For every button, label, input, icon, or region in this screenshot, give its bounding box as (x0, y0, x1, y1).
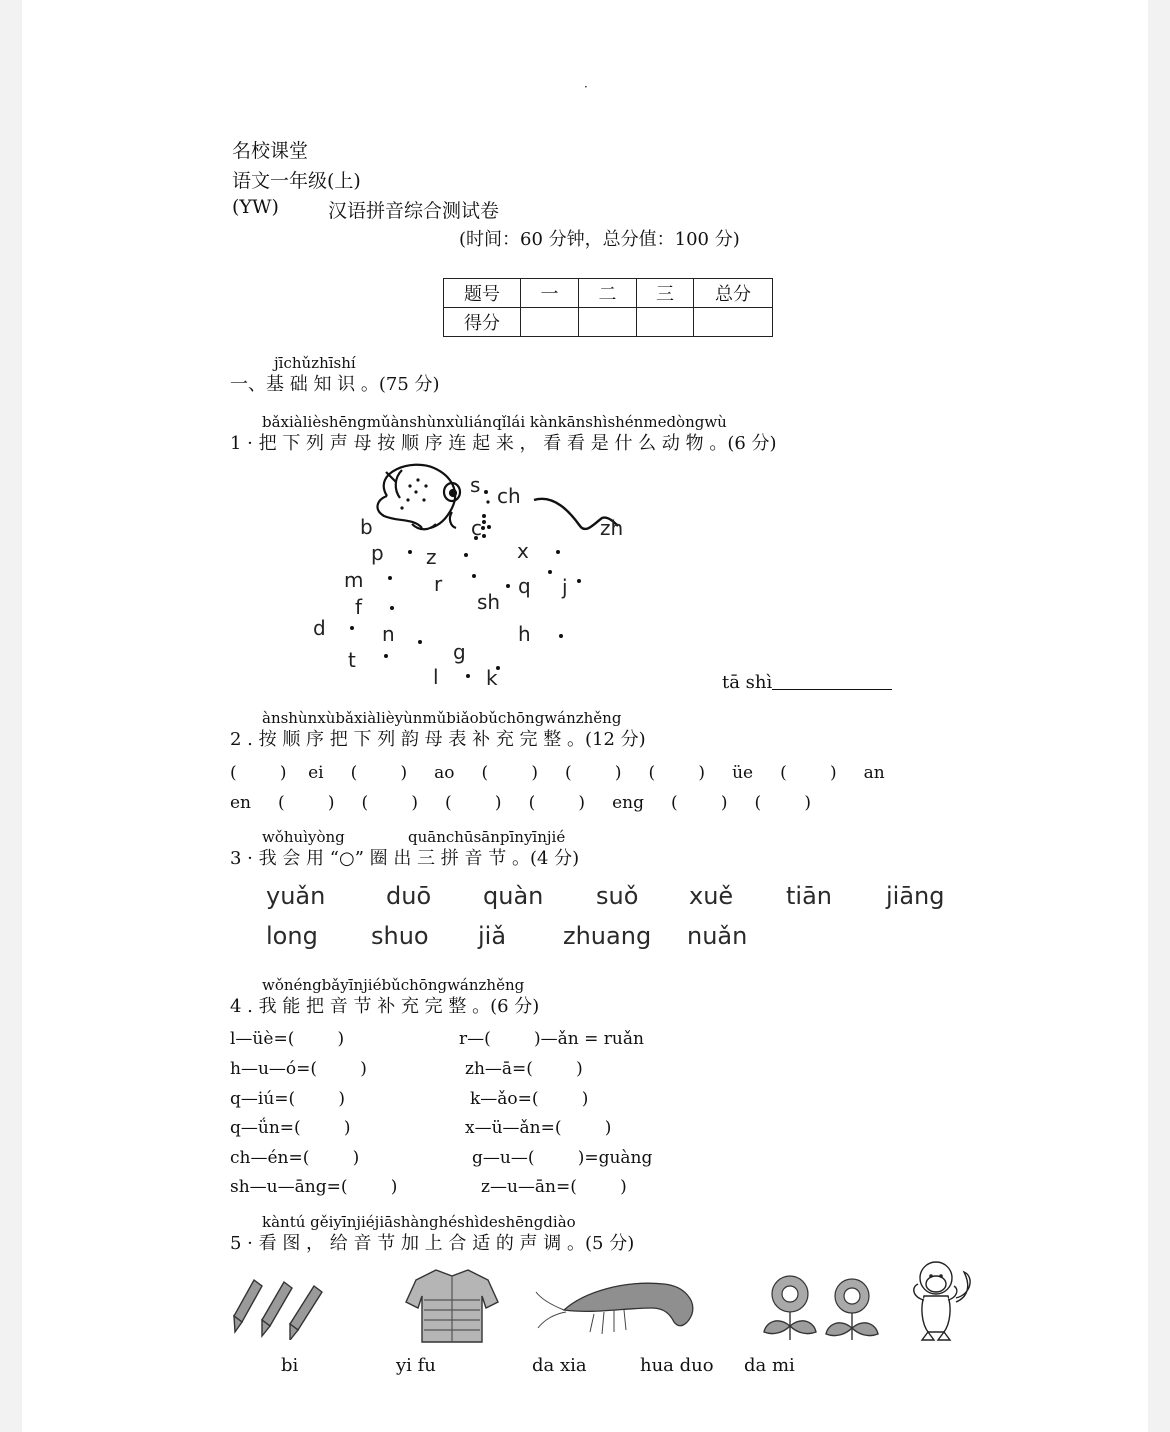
q2-pinyin: ànshùnxùbǎxiàlièyùnmǔbiǎobǔchōngwánzhěng (262, 709, 622, 727)
q3-pinyin-a: wǒhuìyòng (262, 828, 345, 846)
shrimp-icon (534, 1270, 704, 1340)
syllable-option[interactable]: tiān (786, 882, 832, 910)
syllable-option[interactable]: zhuang (563, 922, 652, 950)
q5-text: 5 · 看 图 ， 给 音 节 加 上 合 适 的 声 调 。(5 分) (230, 1233, 635, 1254)
elephant-head-icon (378, 465, 460, 530)
q2-line2[interactable]: en ( ) ( ) ( ) ( ) eng ( ) ( ) (230, 793, 812, 813)
q1-pinyin: bǎxiàlièshēngmǔànshùnxùliánqǐlái kànkānshìshénmedòngwù (262, 413, 727, 431)
table-cell: 总分 (694, 279, 773, 308)
q4-item[interactable]: l—üè=( ) (230, 1029, 345, 1049)
flowers-icon (760, 1270, 884, 1342)
pencils-icon (232, 1276, 336, 1340)
score-table-header-row (444, 279, 773, 308)
syllable-option[interactable]: suǒ (596, 882, 639, 910)
q4-text: 4 . 我 能 把 音 节 补 充 完 整 。(6 分) (230, 996, 540, 1017)
syllable-option[interactable]: jiǎ (478, 922, 507, 950)
monkey-icon (906, 1258, 976, 1342)
letter-c: c (471, 516, 482, 540)
letter-g: g (453, 640, 466, 664)
q4-item[interactable]: g—u—( )=guàng (472, 1148, 653, 1168)
table-cell: 三 (637, 279, 694, 308)
letter-f: f (355, 595, 363, 619)
q5-label: da xia (532, 1355, 587, 1376)
q4-item[interactable]: sh—u—āng=( ) (230, 1177, 398, 1197)
subject-title: 语文一年级(上) (232, 170, 361, 192)
school-name: 名校课堂 (232, 140, 309, 162)
q4-item[interactable]: ch—én=( ) (230, 1148, 360, 1168)
q3-text: 3 · 我 会 用 “○” 圈 出 三 拼 音 节 。(4 分) (230, 848, 580, 869)
table-cell[interactable] (521, 308, 579, 337)
letter-q: q (518, 574, 531, 598)
test-title: 汉语拼音综合测试卷 (328, 200, 500, 222)
q4-item[interactable]: q—iú=( ) (230, 1089, 346, 1109)
table-cell: 一 (521, 279, 579, 308)
score-table (443, 278, 773, 337)
table-cell: 题号 (444, 279, 521, 308)
table-cell[interactable] (637, 308, 694, 337)
q4-item[interactable]: z—u—ān=( ) (481, 1177, 627, 1197)
q1-answer (722, 671, 892, 693)
letter-b: b (360, 515, 373, 539)
letter-t: t (348, 648, 356, 672)
q5-label: bi (281, 1355, 299, 1376)
syllable-option[interactable]: yuǎn (266, 882, 326, 910)
q4-item[interactable]: zh—ā=( ) (465, 1059, 583, 1079)
score-table-score-row (444, 308, 773, 337)
letter-ch: ch (497, 484, 521, 508)
letter-j: j (562, 575, 568, 599)
q2-line1[interactable]: ( ) ei ( ) ao ( ) ( ) ( ) üe ( ) an (230, 763, 885, 783)
letter-l: l (433, 665, 439, 689)
top-dot: · (584, 80, 588, 94)
table-cell: 二 (579, 279, 637, 308)
elephant-texture-icon (400, 478, 427, 509)
time-info: (时间：60 分钟，总分值：100 分) (459, 229, 740, 250)
syllable-option[interactable]: jiāng (886, 882, 945, 910)
q4-item[interactable]: k—ǎo=( ) (470, 1089, 589, 1109)
letter-p: p (371, 541, 384, 565)
q5-pinyin: kàntú gěiyīnjiéjiāshànghéshìdeshēngdiào (262, 1213, 576, 1231)
q4-pinyin: wǒnéngbǎyīnjiébǔchōngwánzhěng (262, 976, 525, 994)
letter-k: k (486, 666, 498, 690)
letter-s: s (470, 473, 481, 497)
exam-sheet (22, 0, 1148, 1432)
letter-sh: sh (477, 590, 501, 614)
syllable-option[interactable]: xuě (689, 882, 734, 910)
section1-pinyin: jīchǔzhīshí (274, 354, 356, 372)
q4-item[interactable]: h—u—ó=( ) (230, 1059, 367, 1079)
q1-answer-blank[interactable] (772, 671, 892, 690)
q2-text: 2 . 按 顺 序 把 下 列 韵 母 表 补 充 完 整 。(12 分) (230, 729, 646, 750)
subject-code: (YW) (232, 196, 279, 218)
q4-item[interactable]: q—ǘn=( ) (230, 1118, 351, 1138)
letter-r: r (434, 572, 443, 596)
q5-label: hua duo (640, 1355, 714, 1376)
letter-zh: zh (600, 516, 624, 540)
syllable-option[interactable]: long (266, 922, 318, 950)
letter-x: x (517, 539, 529, 563)
q1-answer-label: tā shì (722, 672, 773, 693)
table-cell[interactable] (694, 308, 773, 337)
letter-z: z (426, 545, 437, 569)
syllable-option[interactable]: duō (386, 882, 432, 910)
letter-d: d (313, 616, 326, 640)
syllable-option[interactable]: shuo (371, 922, 429, 950)
table-cell[interactable] (579, 308, 637, 337)
q5-label: yi fu (396, 1355, 436, 1376)
letter-m: m (344, 568, 364, 592)
q1-text: 1 · 把 下 列 声 母 按 顺 序 连 起 来 ， 看 看 是 什 么 动 物 。(6 分) (230, 433, 777, 454)
syllable-option[interactable]: quàn (483, 882, 544, 910)
q4-item[interactable]: r—( )—ǎn = ruǎn (459, 1029, 644, 1049)
q5-label: da mi (744, 1355, 795, 1376)
q3-pinyin-b: quānchūsānpīnyīnjié (408, 828, 566, 846)
syllable-option[interactable]: nuǎn (687, 922, 748, 950)
jacket-icon (402, 1266, 502, 1346)
q4-item[interactable]: x—ü—ǎn=( ) (465, 1118, 612, 1138)
letter-n: n (382, 622, 395, 646)
table-cell: 得分 (444, 308, 521, 337)
letter-h: h (518, 622, 531, 646)
section1-title: 一、基 础 知 识 。(75 分) (230, 374, 440, 395)
